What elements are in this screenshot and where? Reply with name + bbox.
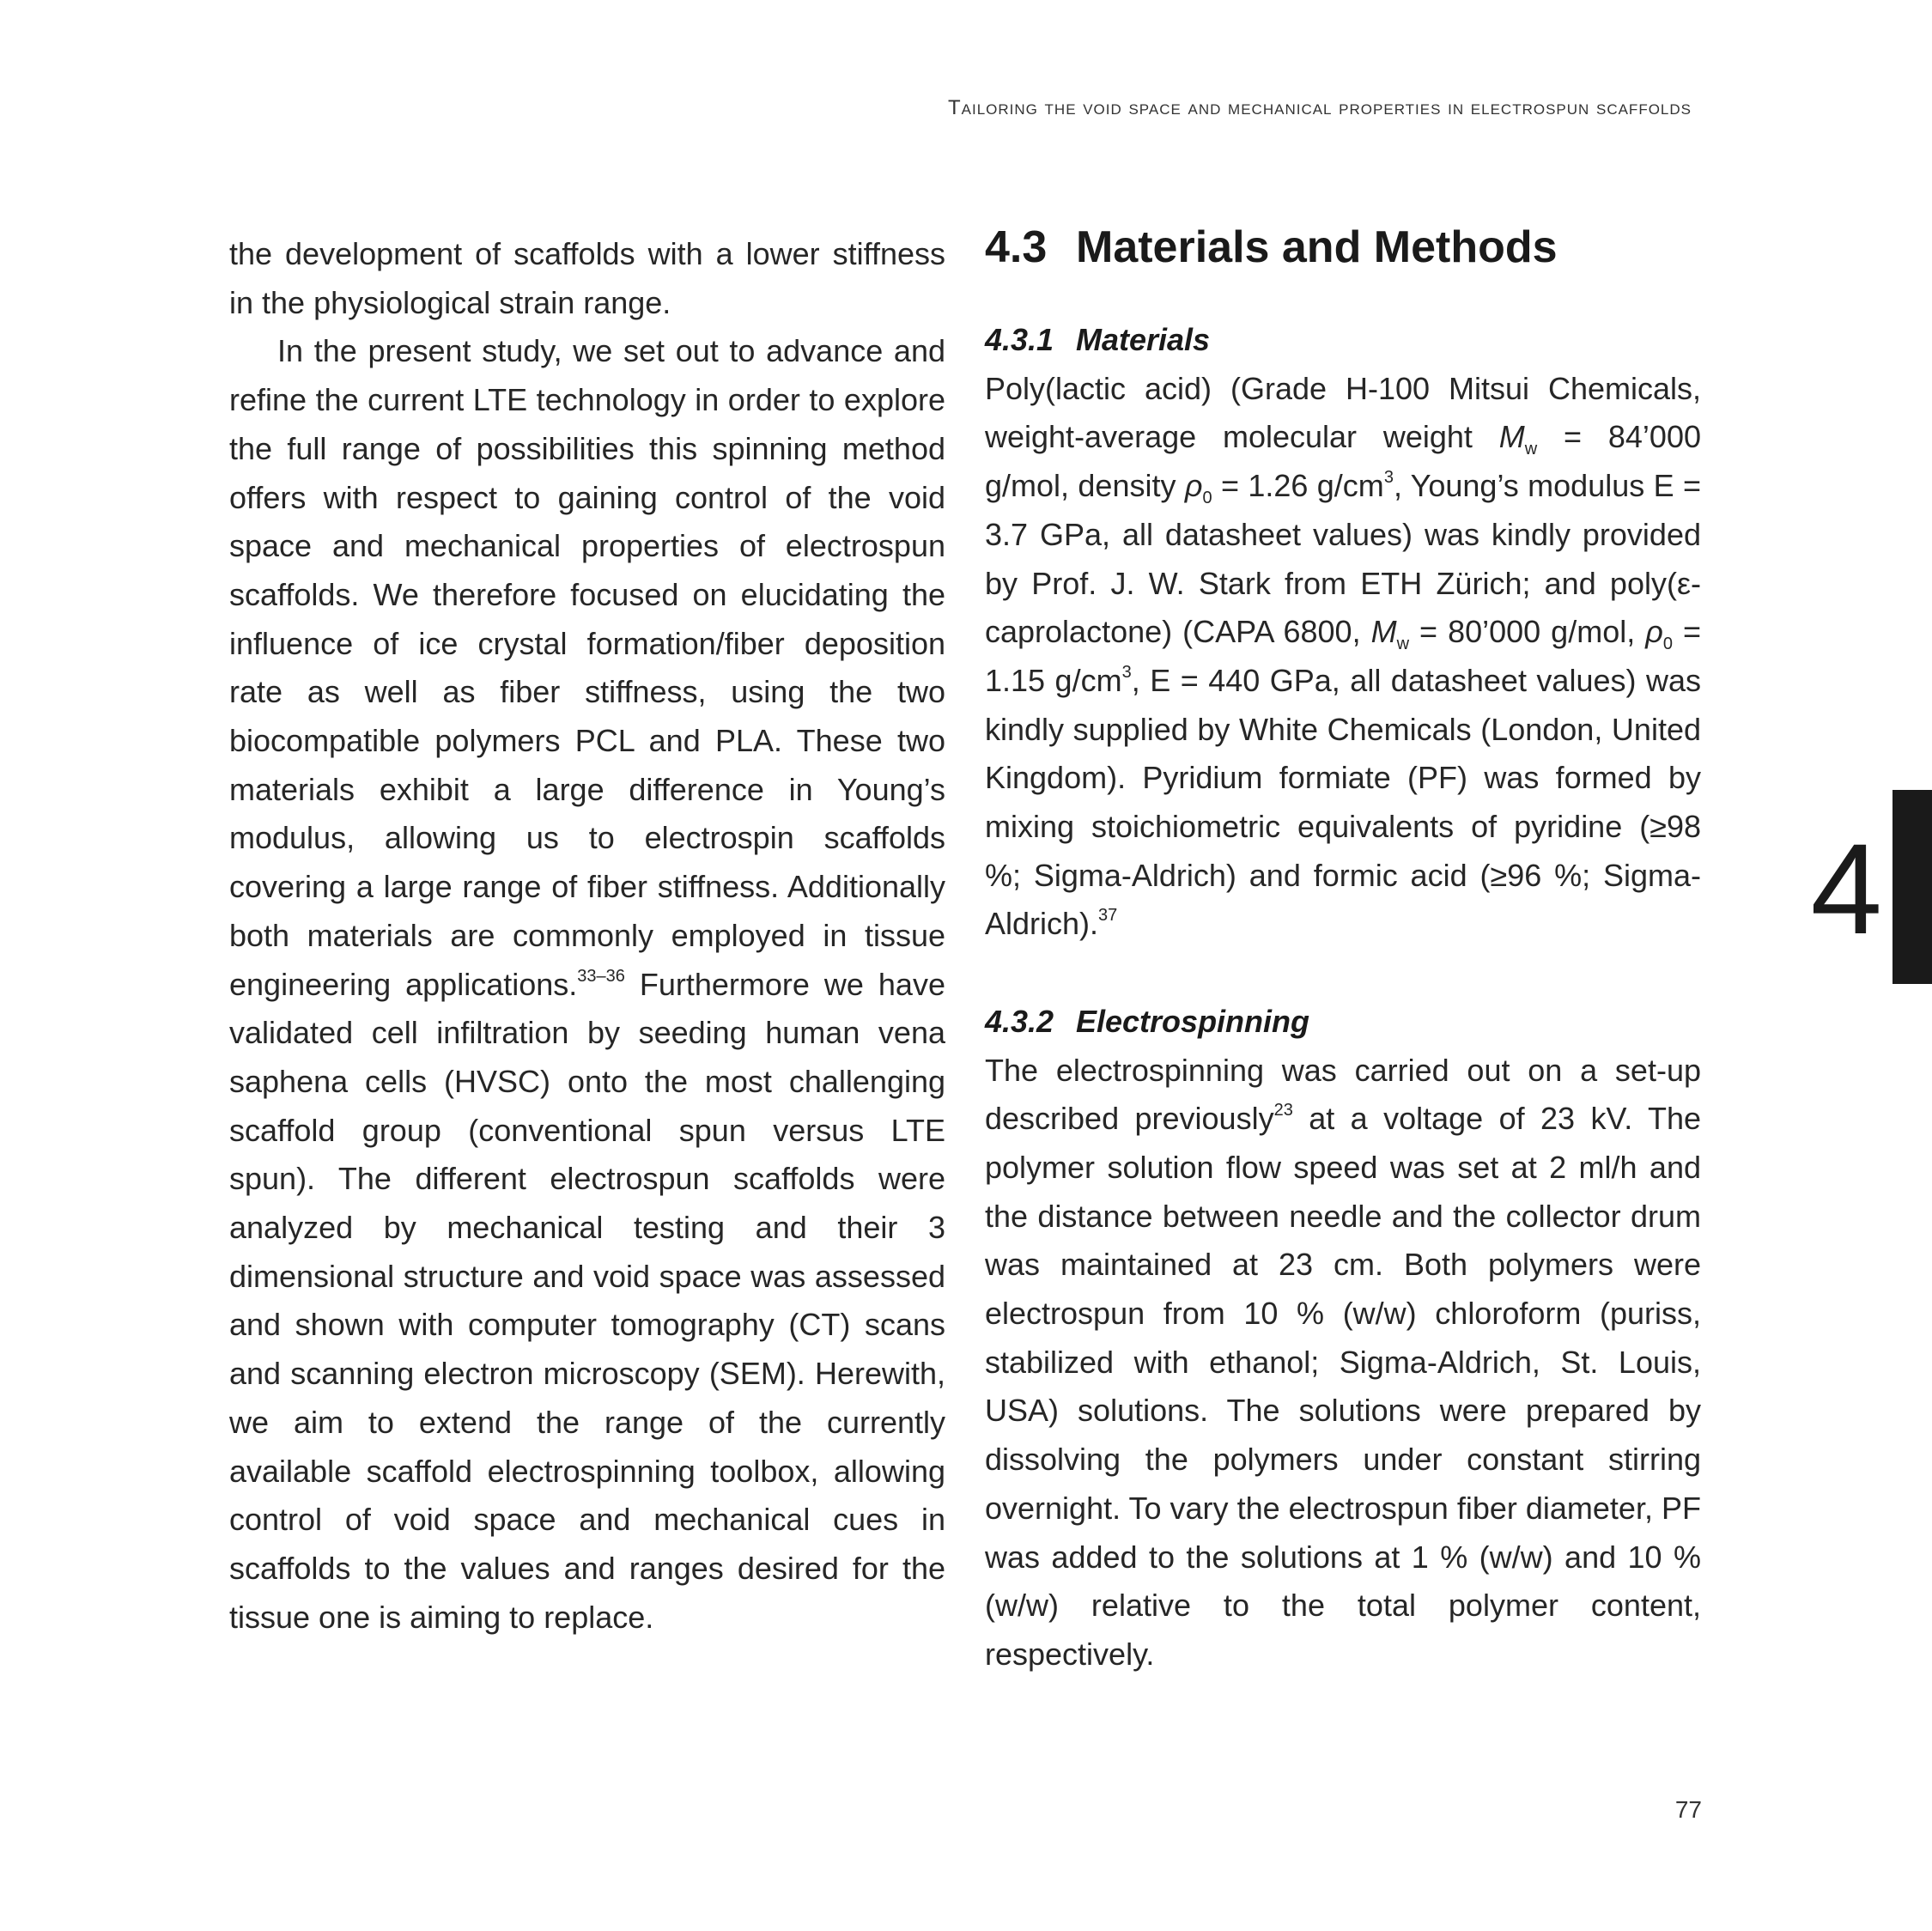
- subsection-title: Materials: [1076, 322, 1211, 357]
- paragraph-text: The electrospinning was carried out on a set-up described previously: [985, 1052, 1701, 1137]
- mw-subscript: w: [1396, 635, 1410, 654]
- paragraph-electrospinning: [985, 1047, 1701, 1679]
- paragraph-text: = 84’000 g/mol, density: [985, 419, 1701, 504]
- subsection-title: Electrospinning: [1076, 1003, 1310, 1039]
- chapter-number: 4: [1810, 817, 1882, 961]
- paragraph-text: = 1.26 g/cm: [1212, 468, 1384, 504]
- page-number: 77: [1674, 1796, 1702, 1823]
- cube-superscript: 3: [1121, 662, 1132, 682]
- section-title: Materials and Methods: [1076, 222, 1558, 272]
- paragraph-text: = 80’000 g/mol,: [1409, 614, 1646, 650]
- rho-symbol: ρ: [1184, 468, 1203, 504]
- subsection-number: 4.3.2: [985, 1003, 1054, 1039]
- chapter-tab: [1893, 790, 1932, 984]
- citation-ref: 37: [1098, 906, 1118, 926]
- paragraph-text: In the present study, we set out to advance and refine the current LTE technology in order to explore the full range of possibilities this spinning method offers with respect to gaining control of the void space and mechanical properties of electrospun scaffolds. We therefore focused on elucidating the influence of ice crystal formation/fiber deposition rate as well as fiber stiffness, using the two biocompatible polymers PCL and PLA. These two materials exhibit a large difference in Young’s modulus, allowing us to electrospin scaffolds covering a large range of fiber stiffness. Additionally both materials are commonly employed in tissue engineering applications.: [229, 333, 945, 1002]
- mw-symbol: M: [1370, 614, 1397, 650]
- section-number: 4.3: [985, 222, 1048, 272]
- paragraph-present-study: [229, 327, 945, 1642]
- spacer: [985, 949, 1701, 998]
- paragraph-text: , E = 440 GPa, all datasheet values) was kindly supplied by White Chemicals (London, United Kingdom). Pyridium formiate (PF) was formed by mixing stoichiometric equivalents of pyridine (≥98 %; Sigma-Aldrich) and formic acid (≥96 %; Sigma-Aldrich).: [985, 662, 1701, 942]
- mw-symbol: M: [1498, 419, 1525, 455]
- paragraph-text: Poly(lactic acid) (Grade H-100 Mitsui Chemicals, weight-average molecular weight: [985, 370, 1701, 455]
- mw-subscript: w: [1524, 440, 1538, 459]
- left-column: [229, 230, 945, 1642]
- paragraph-text: = 1.15 g/cm: [985, 614, 1701, 698]
- paragraph-continuation: the development of scaffolds with a lower stiffness in the physiological strain range.: [229, 236, 945, 320]
- paragraph-materials: [985, 365, 1701, 949]
- subsection-heading-electrospinning: [985, 998, 1701, 1047]
- citation-ref: 23: [1273, 1101, 1293, 1120]
- cube-superscript: 3: [1383, 468, 1394, 488]
- right-column: [985, 216, 1701, 1679]
- section-heading: [985, 216, 1701, 278]
- paragraph-text: at a voltage of 23 kV. The polymer solution flow speed was set at 2 ml/h and the distance between needle and the collector drum was maintained at 23 cm. Both polymers were electrospun from 10 % (w/w) chloroform (puriss, stabilized with ethanol; Sigma-Aldrich, St. Louis, USA) solutions. The solutions were prepared by dissolving the polymers under constant stirring overnight. To vary the electrospun fiber diameter, PF was added to the solutions at 1 % (w/w) and 10 % (w/w) relative to the total polymer content, respectively.: [985, 1101, 1701, 1672]
- rho-subscript: 0: [1202, 489, 1212, 508]
- rho-symbol: ρ: [1645, 614, 1663, 650]
- running-header: Tailoring the void space and mechanical properties in electrospun scaffolds: [947, 96, 1692, 119]
- rho-subscript: 0: [1662, 635, 1673, 654]
- citation-ref: 33–36: [577, 966, 625, 986]
- paragraph-text: Furthermore we have validated cell infiltration by seeding human vena saphena cells (HVSC) onto the most challenging scaffold group (conventional spun versus LTE spun). The different electrospun scaffolds were analyzed by mechanical testing and their 3 dimensional structure and void space was assessed and shown with computer tomography (CT) scans and scanning electron microscopy (SEM). Herewith, we aim to extend the range of the currently available scaffold electrospinning toolbox, allowing control of void space and mechanical cues in scaffolds to the values and ranges desired for the tissue one is aiming to replace.: [229, 966, 945, 1635]
- subsection-number: 4.3.1: [985, 322, 1054, 357]
- subsection-heading-materials: [985, 316, 1701, 365]
- paragraph-text: , Young’s modulus E = 3.7 GPa, all datasheet values) was kindly provided by Prof. J. W. Stark from ETH Zürich; and poly(ε-caprolactone) (CAPA 6800,: [985, 468, 1702, 650]
